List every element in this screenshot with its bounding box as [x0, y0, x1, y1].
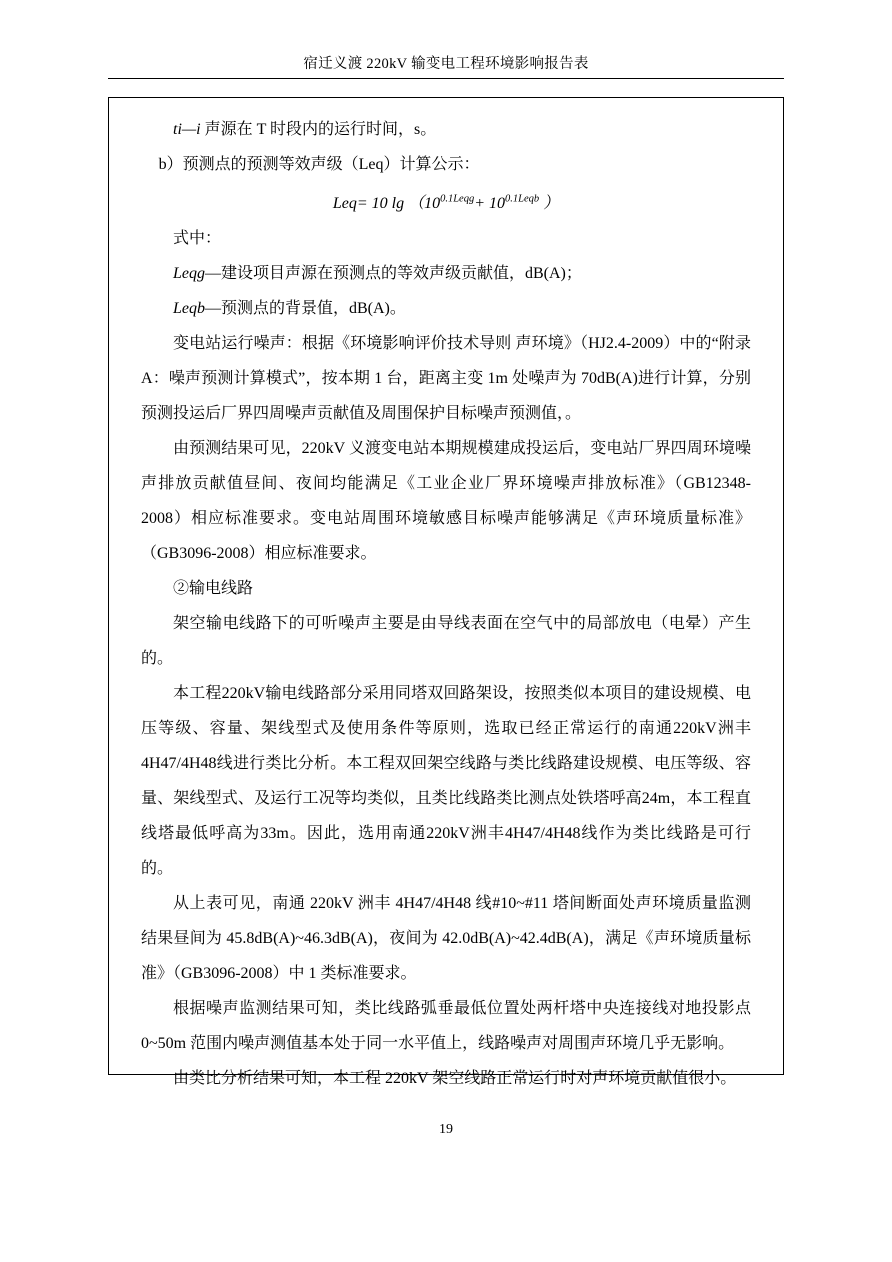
formula-exponent-1: 0.1Leqg [440, 194, 475, 205]
paragraph-analogy-analysis: 本工程220kV输电线路部分采用同塔双回路架设，按照类似本项目的建设规模、电压等级、容量、架线型式及使用条件等原则，选取已经正常运行的南通220kV洲丰4H47/4H48线进行类比分析。本工程双回架空线路与类比线路建设规模、电压等级、容量、架线型式、及运行工况等均类似，且类比线路类比测点处铁塔呼高24m，本工程直线塔最低呼高为33m。因此，选用南通220kV洲丰4H47/4H48线作为类比线路是可行的。 [141, 685, 751, 878]
symbol-leqg: Leqg [173, 265, 205, 283]
paragraph-corona-noise: 架空输电线路下的可听噪声主要是由导线表面在空气中的局部放电（电晕）产生的。 [141, 615, 751, 668]
formula-exponent-2: 0.1Leqb [505, 194, 540, 205]
symbol-leqb: Leqb [173, 300, 205, 318]
paragraph-ti-text: 声源在 T 时段内的运行时间，s。 [200, 121, 437, 138]
paragraph-sag-measurement: 根据噪声监测结果可知，类比线路弧垂最低位置处两杆塔中央连接线对地投影点 0~50m 范围内噪声测值基本处于同一水平值上，线路噪声对周围声环境几乎无影响。 [141, 1000, 751, 1053]
page-number: 19 [439, 1122, 453, 1137]
paragraph-b-label: b）预测点的预测等效声级（Leq）计算公示： [158, 156, 480, 173]
formula-leq [141, 182, 751, 221]
paragraph-leqg [141, 256, 751, 291]
formula-end: ） [539, 195, 560, 213]
paragraph-shizhong: 式中： [173, 230, 222, 248]
paragraph-leqg-text: —建设项目声源在预测点的等效声级贡献值，dB(A)； [205, 265, 582, 283]
formula-lead: Leq= 10 lg （10 [332, 195, 441, 213]
symbol-ti: ti—i [173, 121, 201, 138]
paragraph-ti [141, 112, 751, 147]
paragraph-transmission-line-heading: ②输电线路 [173, 580, 254, 598]
header-divider [108, 78, 784, 79]
paragraph-leqb [141, 291, 751, 326]
page-header: 宿迁义渡 220kV 输变电工程环境影响报告表 [303, 56, 589, 72]
document-body [113, 100, 779, 1088]
paragraph-monitoring-result: 从上表可见，南通 220kV 洲丰 4H47/4H48 线#10~#11 塔间断面处声环境质量监测结果昼间为 45.8dB(A)~46.3dB(A)，夜间为 42.0dB(A)~42.4dB(A)，满足《声环境质量标准》（GB3096-2008）中 1 类标准要求。 [141, 895, 751, 983]
paragraph-substation-noise: 变电站运行噪声：根据《环境影响评价技术导则 声环境》（HJ2.4-2009）中的“附录 A：噪声预测计算模式”，按本期 1 台，距离主变 1m 处噪声为 70dB(A)进行计算，分别预测投运后厂界四周噪声贡献值及周围保护目标噪声预测值，。 [141, 335, 751, 423]
formula-text [333, 195, 559, 212]
paragraph-prediction-result: 由预测结果可见，220kV 义渡变电站本期规模建成投运后，变电站厂界四周环境噪声排放贡献值昼间、夜间均能满足《工业企业厂界环境噪声排放标准》（GB12348-2008）相应标准要求。变电站周围环境敏感目标噪声能够满足《声环境质量标准》（GB3096-2008）相应标准要求。 [141, 440, 751, 563]
paragraph-conclusion: 由类比分析结果可知，本工程 220kV 架空线路正常运行时对声环境贡献值很小。 [173, 1070, 737, 1088]
paragraph-leqb-text: —预测点的背景值，dB(A)。 [205, 300, 406, 318]
formula-mid: + 10 [474, 195, 506, 213]
